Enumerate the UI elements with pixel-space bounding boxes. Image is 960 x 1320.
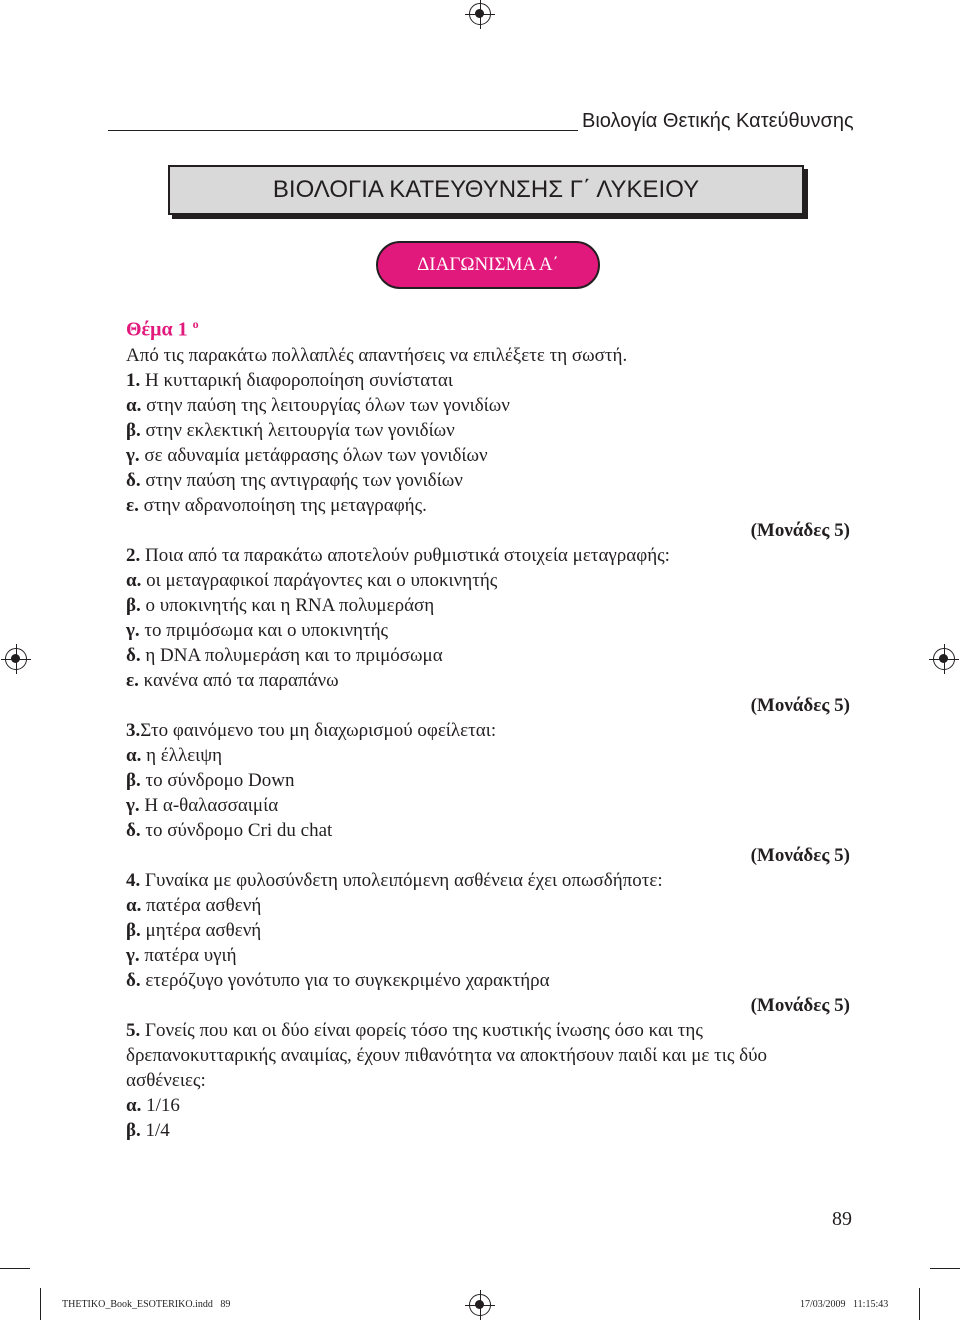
- option-item: γ. πατέρα υγιή: [126, 944, 237, 966]
- option-item: β. στην εκλεκτική λειτουργία των γονιδίων: [126, 419, 455, 441]
- option-item: ε. στην αδρανοποίηση της μεταγραφής.: [126, 494, 427, 516]
- crop-mark-icon: [919, 1288, 920, 1320]
- crop-mark-icon: [930, 1268, 960, 1269]
- registration-mark-right-icon: [933, 648, 955, 670]
- registration-mark-bottom-icon: [469, 1294, 491, 1316]
- footer-timestamp: 17/03/2009 11:15:43: [800, 1299, 889, 1310]
- option-item: δ. το σύνδρομο Cri du chat: [126, 819, 333, 841]
- exam-title-badge: [376, 241, 600, 289]
- option-item: β. ο υποκινητής και η RNA πολυμεράση: [126, 594, 435, 616]
- course-title-box: [168, 165, 804, 215]
- option-item: δ. η DNA πολυμεράση και το πριμόσωμα: [126, 644, 443, 666]
- footer-file-info: THETIKO_Book_ESOTERIKO.indd 89: [62, 1299, 231, 1310]
- option-item: β. το σύνδρομο Down: [126, 769, 295, 791]
- option-item: α. 1/16: [126, 1094, 180, 1116]
- marks-label: (Μονάδες 5): [750, 694, 850, 716]
- marks-label: (Μονάδες 5): [750, 519, 850, 541]
- running-header-title: Βιολογία Θετικής Κατεύθυνσης: [582, 110, 854, 132]
- question-5: 5. Γονείς που και οι δύο είναι φορείς τόσο της κυστικής ίνωσης όσο και της δρεπανοκυτταρικής αναιμίας, έχουν πιθανότητα να αποκτήσουν παιδί και με τις δύο ασθένειες:: [126, 1019, 767, 1091]
- course-title: ΒΙΟΛΟΓΙΑ ΚΑΤΕΥΘΥΝΣΗΣ Γ΄ ΛΥΚΕΙΟΥ: [272, 176, 700, 203]
- option-item: ε. κανένα από τα παραπάνω: [126, 669, 339, 691]
- option-item: β. μητέρα ασθενή: [126, 919, 262, 941]
- question-section: [126, 312, 850, 1143]
- header-rule: [108, 130, 578, 131]
- marks-label: (Μονάδες 5): [750, 994, 850, 1016]
- page-number: 89: [832, 1208, 852, 1230]
- question-4: 4. Γυναίκα με φυλοσύνδετη υπολειπόμενη ασθένεια έχει οπωσδήποτε:: [126, 869, 663, 891]
- section-heading-superscript: ο: [192, 317, 199, 331]
- question-3: 3.Στο φαινόμενο του μη διαχωρισμού οφείλεται:: [126, 719, 497, 741]
- option-item: γ. το πριμόσωμα και ο υποκινητής: [126, 619, 389, 641]
- question-2: 2. Ποια από τα παρακάτω αποτελούν ρυθμιστικά στοιχεία μεταγραφής:: [126, 544, 670, 566]
- option-item: γ. Η α-θαλασσαιμία: [126, 794, 279, 816]
- exam-title: ΔΙΑΓΩΝΙΣΜΑ Α΄: [417, 254, 559, 275]
- registration-mark-left-icon: [5, 648, 27, 670]
- crop-mark-icon: [0, 1268, 30, 1269]
- option-item: α. στην παύση της λειτουργίας όλων των γονιδίων: [126, 394, 510, 416]
- question-1: 1. Η κυτταρική διαφοροποίηση συνίσταται: [126, 369, 453, 391]
- section-instruction: Από τις παρακάτω πολλαπλές απαντήσεις να επιλέξετε τη σωστή.: [126, 344, 628, 366]
- option-item: α. η έλλειψη: [126, 744, 223, 766]
- option-item: δ. στην παύση της αντιγραφής των γονιδίων: [126, 469, 463, 491]
- option-item: α. πατέρα ασθενή: [126, 894, 262, 916]
- option-item: α. οι μεταγραφικοί παράγοντες και ο υποκινητής: [126, 569, 498, 591]
- option-item: β. 1/4: [126, 1119, 170, 1141]
- section-heading: Θέμα 1 $^o$: [126, 317, 199, 341]
- option-item: δ. ετερόζυγο γονότυπο για το συγκεκριμένο χαρακτήρα: [126, 969, 550, 991]
- option-item: γ. σε αδυναμία μετάφρασης όλων των γονιδίων: [126, 444, 488, 466]
- registration-mark-top-icon: [469, 3, 491, 25]
- marks-label: (Μονάδες 5): [750, 844, 850, 866]
- crop-mark-icon: [40, 1288, 41, 1320]
